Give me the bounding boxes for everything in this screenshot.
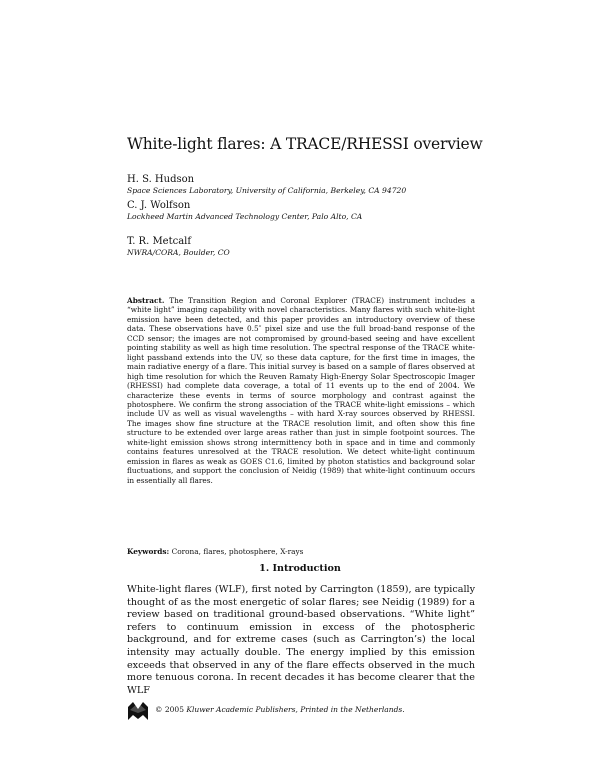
- footer-text: [155, 705, 405, 714]
- copyright: © 2005: [155, 705, 184, 714]
- keywords: [127, 547, 303, 556]
- author-affiliation: Space Sciences Laboratory, University of California, Berkeley, CA 94720: [127, 186, 407, 195]
- publisher-name: Kluwer Academic Publishers,: [186, 705, 298, 714]
- abstract-label: Abstract.: [127, 296, 165, 305]
- author-affiliation: Lockheed Martin Advanced Technology Center, Palo Alto, CA: [127, 212, 363, 221]
- page-footer: [127, 699, 487, 721]
- keywords-label: Keywords:: [127, 547, 170, 556]
- author-affiliation: NWRA/CORA, Boulder, CO: [127, 248, 230, 257]
- introduction-text: White-light flares (WLF), first noted by Carrington (1859), are typically thought of as the most energetic of solar flares; see Neidig (1989) for a review based on traditional ground-based observations. “White light” refers to continuum emission in excess of the photospheric background, and for extreme cases (such as Carrington’s) the local intensity may actually double. The energy implied by this emission exceeds that observed in any of the flare effects observed in the much more tenuous corona. In recent decades it has become clearer that the WLF: [127, 584, 475, 696]
- section-heading: 1. Introduction: [259, 563, 341, 574]
- keywords-text: Corona, flares, photosphere, X-rays: [171, 547, 304, 556]
- printed-location: Printed in the Netherlands.: [300, 705, 405, 714]
- paper-title: White-light flares: A TRACE/RHESSI overview: [127, 135, 483, 153]
- publisher-logo-icon: [127, 699, 149, 721]
- author-name: T. R. Metcalf: [127, 236, 192, 247]
- abstract-text: The Transition Region and Coronal Explorer (TRACE) instrument includes a “white light” imaging capability with novel characteristics. Many flares with such white-light emission have been detected, and this paper provides an introductory overview of these data. These observations have 0.5″ pixel size and use the full broad-band response of the CCD sensor; the images are not compromised by ground-based seeing and have excellent pointing stability as well as high time resolution. The spectral response of the TRACE white-light passband extends into the UV, so these data capture, for the first time in images, the main radiative energy of a flare. This initial survey is based on a sample of flares observed at high time resolution for which the Reuven Ramaty High-Energy Solar Spectroscopic Imager (RHESSI) had complete data coverage, a total of 11 events up to the end of 2004. We characterize these events in terms of source morphology and contrast against the photosphere. We confirm the strong association of the TRACE white-light emissions – which include UV as well as visual wavelengths – with hard X-ray sources observed by RHESSI. The images show fine structure at the TRACE resolution limit, and often show this fine structure to be extended over large areas rather than just in simple footpoint sources. The white-light emission shows strong intermittency both in space and in time and commonly contains features unresolved at the TRACE resolution. We detect white-light continuum emission in flares as weak as GOES C1.6, limited by photon statistics and background solar fluctuations, and support the conclusion of Neidig (1989) that white-light continuum occurs in essentially all flares.: [127, 296, 475, 485]
- abstract: [127, 296, 475, 485]
- author-name: C. J. Wolfson: [127, 200, 191, 211]
- author-name: H. S. Hudson: [127, 174, 195, 185]
